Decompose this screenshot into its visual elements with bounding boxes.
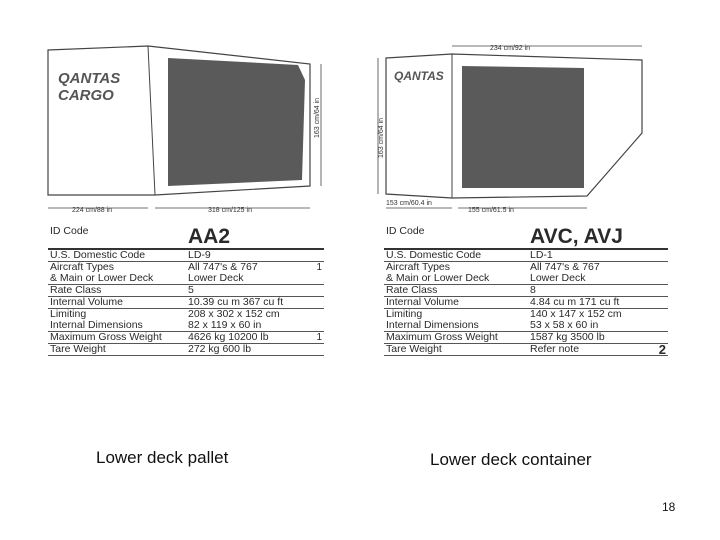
mgw-note: 1 <box>306 332 324 344</box>
aircraft-value-1: All 747's & 767 <box>530 261 600 273</box>
aircraft-label-1: Aircraft Types <box>50 261 114 273</box>
rate-value: 8 <box>528 285 646 297</box>
aircraft-label-1: Aircraft Types <box>386 261 450 273</box>
dim-width: 318 cm/125 in <box>208 207 252 214</box>
tare-value: Refer note <box>528 344 646 356</box>
dim-height: 163 cm/64 in <box>314 97 321 138</box>
dim-depth: 224 cm/88 in <box>72 207 113 214</box>
rate-value: 5 <box>186 285 306 297</box>
limiting-value-1: 140 x 147 x 152 cm <box>530 308 622 320</box>
domestic-label: U.S. Domestic Code <box>384 249 528 262</box>
mgw-label: Maximum Gross Weight <box>384 332 528 344</box>
pallet-panel <box>168 58 305 186</box>
pallet-spec-table <box>48 226 324 356</box>
aircraft-label-2: & Main or Lower Deck <box>50 272 154 284</box>
caption-container: Lower deck container <box>430 450 592 469</box>
limiting-label-1: Limiting <box>50 308 87 320</box>
rate-label: Rate Class <box>48 285 186 297</box>
container-panel <box>462 66 584 188</box>
aircraft-value-2: Lower Deck <box>530 272 586 284</box>
domestic-label: U.S. Domestic Code <box>48 249 186 262</box>
dim-top: 234 cm/92 in <box>490 45 531 52</box>
id-code-value: AVC, AVJ <box>528 226 646 249</box>
container-spec-table <box>384 226 668 356</box>
rate-label: Rate Class <box>384 285 528 297</box>
mgw-value: 4626 kg 10200 lb <box>186 332 306 344</box>
tare-label: Tare Weight <box>384 344 528 356</box>
id-code-value: AA2 <box>186 226 306 249</box>
limiting-label-2: Internal Dimensions <box>386 319 479 331</box>
logo-qantas: QANTAS <box>58 70 121 87</box>
logo-qantas-right: QANTAS <box>394 69 444 83</box>
domestic-value: LD-9 <box>186 249 306 262</box>
aircraft-value-2: Lower Deck <box>188 272 244 284</box>
domestic-value: LD-1 <box>528 249 646 262</box>
caption-pallet: Lower deck pallet <box>96 448 229 467</box>
tare-label: Tare Weight <box>48 344 186 356</box>
id-code-label: ID Code <box>384 226 528 249</box>
tare-note: 2 <box>646 344 668 356</box>
volume-label: Internal Volume <box>384 297 528 309</box>
dim-height-right: 163 cm/64 in <box>378 117 385 158</box>
volume-value: 4.84 cu m 171 cu ft <box>528 297 646 309</box>
volume-label: Internal Volume <box>48 297 186 309</box>
aircraft-label-2: & Main or Lower Deck <box>386 272 490 284</box>
limiting-value-2: 53 x 58 x 60 in <box>530 319 599 331</box>
aircraft-value-1: All 747's & 767 <box>188 261 258 273</box>
mgw-value: 1587 kg 3500 lb <box>528 332 646 344</box>
dim-base-right: 155 cm/61.5 in <box>468 207 514 214</box>
aircraft-note: 1 <box>306 262 324 285</box>
container-illustration <box>372 38 672 218</box>
pallet-illustration <box>40 38 340 218</box>
id-code-label: ID Code <box>48 226 186 249</box>
limiting-label-2: Internal Dimensions <box>50 319 143 331</box>
dim-base-left: 153 cm/60.4 in <box>386 200 432 207</box>
limiting-value-2: 82 x 119 x 60 in <box>188 319 262 331</box>
limiting-label-1: Limiting <box>386 308 423 320</box>
logo-cargo: CARGO <box>58 87 114 104</box>
limiting-value-1: 208 x 302 x 152 cm <box>188 308 280 320</box>
mgw-label: Maximum Gross Weight <box>48 332 186 344</box>
page-number: 18 <box>662 500 676 514</box>
tare-value: 272 kg 600 lb <box>186 344 306 356</box>
volume-value: 10.39 cu m 367 cu ft <box>186 297 306 309</box>
